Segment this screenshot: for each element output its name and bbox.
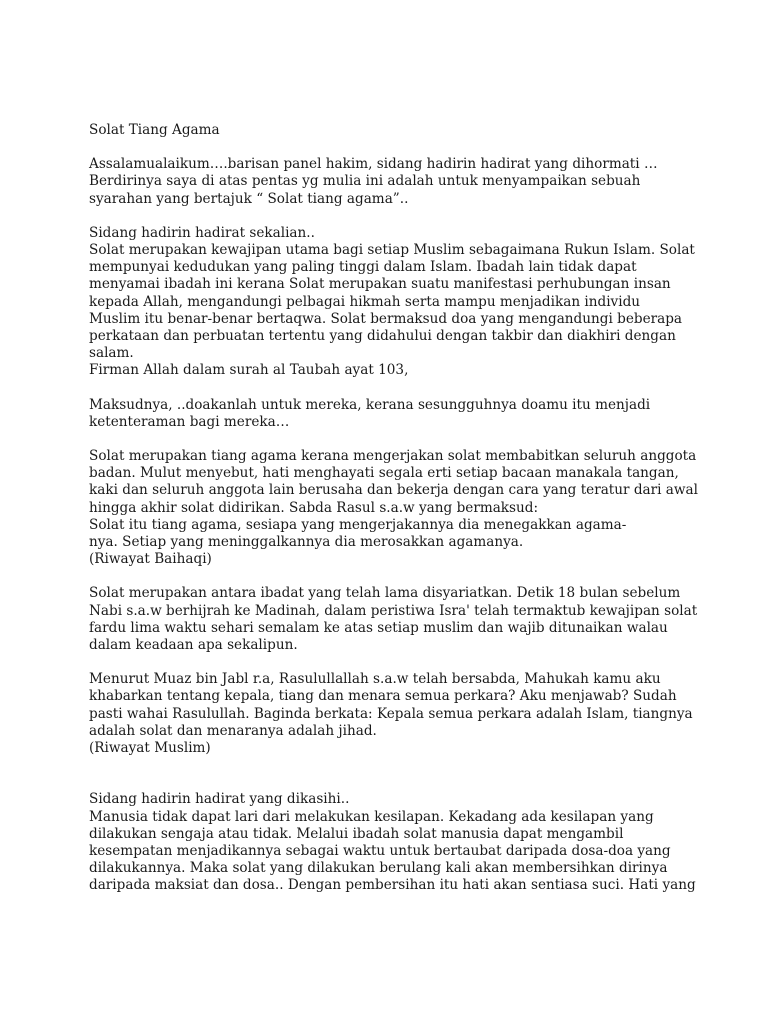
- text-line: Solat itu tiang agama, sesiapa yang mengerjakannya dia menegakkan agama-: [89, 516, 627, 533]
- paragraph: [89, 448, 699, 568]
- paragraph: [89, 791, 696, 894]
- text-line: perkataan dan perbuatan tertentu yang didahului dengan takbir dan diakhiri dengan: [89, 328, 676, 345]
- paragraph: [89, 585, 698, 654]
- text-line: daripada maksiat dan dosa.. Dengan pembersihan itu hati akan sentiasa suci. Hati yang: [89, 877, 696, 894]
- document-body: [89, 156, 699, 894]
- text-line: khabarkan tentang kepala, tiang dan menara semua perkara? Aku menjawab? Sudah: [89, 688, 677, 705]
- text-line: (Riwayat Baihaqi): [89, 551, 212, 568]
- text-line: nya. Setiap yang meninggalkannya dia merosakkan agamanya.: [89, 534, 524, 551]
- text-line: Sidang hadirin hadirat yang dikasihi..: [89, 791, 350, 808]
- document-page: [89, 122, 699, 895]
- text-line: Firman Allah dalam surah al Taubah ayat 103,: [89, 362, 409, 379]
- paragraph: [89, 671, 693, 757]
- text-line: Manusia tidak dapat lari dari melakukan kesilapan. Kekadang ada kesilapan yang: [89, 808, 654, 825]
- text-line: salam.: [89, 345, 134, 362]
- paragraph: [89, 397, 689, 431]
- text-line: syarahan yang bertajuk “ Solat tiang agama”..: [89, 190, 409, 207]
- text-line: pasti wahai Rasulullah. Baginda berkata: Kepala semua perkara adalah Islam, tiangnya: [89, 705, 693, 722]
- text-line: dalam keadaan apa sekalipun.: [89, 637, 298, 654]
- text-line: fardu lima waktu sehari semalam ke atas setiap muslim dan wajib ditunaikan walau: [89, 619, 668, 636]
- text-line: Sidang hadirin hadirat sekalian..: [89, 224, 315, 241]
- text-line: kepada Allah, mengandungi pelbagai hikmah serta mampu menjadikan individu: [89, 293, 641, 310]
- text-line: kaki dan seluruh anggota lain berusaha dan bekerja dengan cara yang teratur dari awal: [89, 482, 699, 499]
- text-line: Berdirinya saya di atas pentas yg mulia ini adalah untuk menyampaikan sebuah: [89, 173, 641, 190]
- text-line: Solat merupakan kewajipan utama bagi setiap Muslim sebagaimana Rukun Islam. Solat: [89, 242, 695, 259]
- text-line: kesempatan menjadikannya sebagai waktu untuk bertaubat daripada dosa-doa yang: [89, 842, 671, 859]
- text-line: adalah solat dan menaranya adalah jihad.: [89, 722, 377, 739]
- paragraph: [89, 156, 689, 208]
- text-line: Assalamualaikum….barisan panel hakim, sidang hadirin hadirat yang dihormati …: [89, 156, 658, 173]
- document-title: Solat Tiang Agama: [89, 122, 220, 138]
- text-line: mempunyai kedudukan yang paling tinggi dalam Islam. Ibadah lain tidak dapat: [89, 259, 637, 276]
- text-line: badan. Mulut menyebut, hati menghayati segala erti setiap bacaan manakala tangan,: [89, 465, 679, 482]
- text-line: Menurut Muaz bin Jabl r.a, Rasulullallah s.a.w telah bersabda, Mahukah kamu aku: [89, 671, 661, 688]
- text-line: Solat merupakan antara ibadat yang telah lama disyariatkan. Detik 18 bulan sebelum: [89, 585, 681, 602]
- text-line: Maksudnya, ..doakanlah untuk mereka, kerana sesungguhnya doamu itu menjadi: [89, 396, 651, 413]
- text-line: dilakukannya. Maka solat yang dilakukan berulang kali akan membersihkan dirinya: [89, 860, 668, 877]
- paragraph: [89, 224, 695, 380]
- text-line: dilakukan sengaja atau tidak. Melalui ibadah solat manusia dapat mengambil: [89, 825, 624, 842]
- text-line: menyamai ibadah ini kerana Solat merupakan suatu manifestasi perhubungan insan: [89, 276, 671, 293]
- text-line: hingga akhir solat didirikan. Sabda Rasul s.a.w yang bermaksud:: [89, 499, 539, 516]
- text-line: Muslim itu benar-benar bertaqwa. Solat bermaksud doa yang mengandungi beberapa: [89, 310, 683, 327]
- text-line: Solat merupakan tiang agama kerana mengerjakan solat membabitkan seluruh anggota: [89, 448, 697, 465]
- text-line: (Riwayat Muslim): [89, 740, 211, 757]
- text-line: Nabi s.a.w berhijrah ke Madinah, dalam peristiwa Isra' telah termaktub kewajipan solat: [89, 602, 698, 619]
- text-line: ketenteraman bagi mereka…: [89, 413, 290, 430]
